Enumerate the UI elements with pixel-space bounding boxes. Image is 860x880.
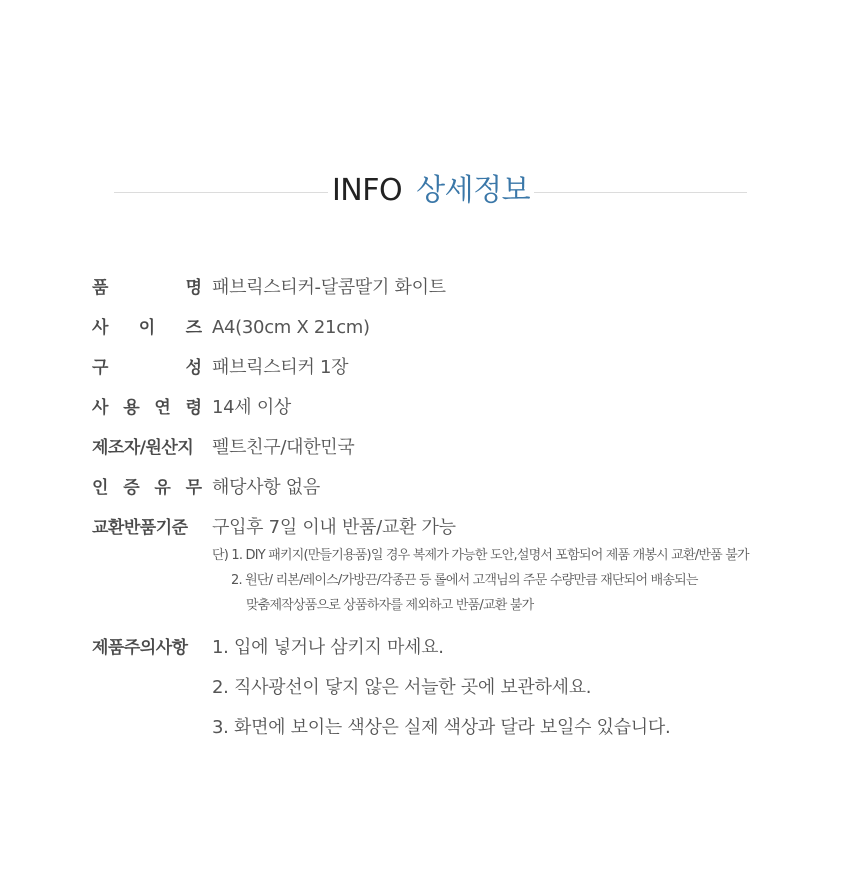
info-header — [0, 168, 860, 218]
row-label — [92, 313, 202, 343]
label-char: 사 — [92, 318, 109, 338]
row-value: A4(30cm X 21cm) — [212, 317, 370, 338]
exchange-note: 단) 1. DIY 패키지(만들기용품)일 경우 복제가 가능한 도안,설명서 포함되어 제품 개봉시 교환/반품 불가 — [212, 548, 749, 563]
header-divider-left — [114, 192, 328, 193]
row-value: 1. 입에 넣거나 삼키지 마세요. — [212, 637, 444, 658]
info-row-certification — [92, 473, 812, 503]
info-row-manufacturer — [92, 433, 812, 463]
row-value: 해당사항 없음 — [212, 477, 320, 498]
label-char: 인 — [92, 478, 109, 498]
row-label: 제조자/원산지 — [92, 438, 194, 458]
row-label — [92, 393, 202, 423]
row-value: 패브릭스티커 1장 — [212, 357, 349, 378]
info-row-product-name — [92, 273, 812, 303]
row-value: 펠트친구/대한민국 — [212, 437, 355, 458]
row-label — [92, 353, 202, 383]
header-divider-right — [534, 192, 747, 193]
label-char: 성 — [185, 358, 202, 378]
row-label: 교환반품기준 — [92, 518, 188, 538]
row-label — [92, 473, 202, 503]
label-char: 사 — [92, 398, 109, 418]
row-value: 구입후 7일 이내 반품/교환 가능 — [212, 517, 456, 538]
row-value: 14세 이상 — [212, 397, 291, 418]
caution-item: 2. 직사광선이 닿지 않은 서늘한 곳에 보관하세요. — [212, 677, 592, 698]
row-label — [92, 273, 202, 303]
info-row-exchange-policy — [92, 513, 812, 543]
label-char: 즈 — [185, 318, 202, 338]
label-char: 연 — [154, 398, 171, 418]
label-char: 증 — [123, 478, 140, 498]
label-char: 용 — [123, 398, 140, 418]
info-row-size — [92, 313, 812, 343]
label-char: 령 — [185, 398, 202, 418]
label-char: 품 — [92, 278, 109, 298]
caution-item: 3. 화면에 보이는 색상은 실제 색상과 달라 보일수 있습니다. — [212, 717, 671, 738]
label-char: 무 — [185, 478, 202, 498]
row-label: 제품주의사항 — [92, 638, 188, 658]
info-row-caution — [92, 633, 812, 663]
page-title — [330, 170, 532, 212]
label-char: 명 — [185, 278, 202, 298]
title-en: INFO — [331, 173, 403, 208]
exchange-note: 맞춤제작상품으로 상품하자를 제외하고 반품/교환 불가 — [246, 598, 534, 613]
label-char: 구 — [92, 358, 109, 378]
row-value: 패브릭스티커-달콤딸기 화이트 — [212, 277, 446, 298]
info-row-composition — [92, 353, 812, 383]
label-char: 이 — [138, 318, 156, 338]
exchange-note: 2. 원단/ 리본/레이스/가방끈/각종끈 등 롤에서 고객님의 주문 수량만큼 재단되어 배송되는 — [231, 573, 698, 588]
info-row-age — [92, 393, 812, 423]
title-ko: 상세정보 — [416, 173, 531, 208]
label-char: 유 — [154, 478, 171, 498]
